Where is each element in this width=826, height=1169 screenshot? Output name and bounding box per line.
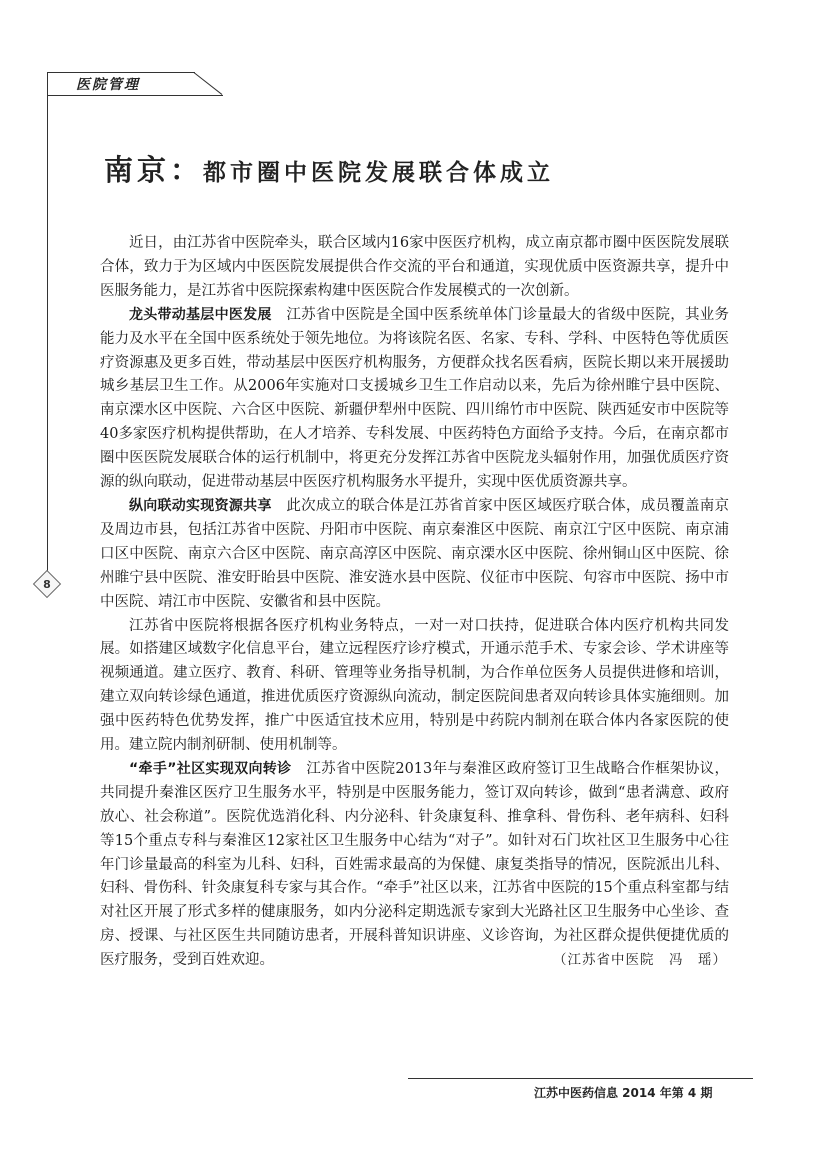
page-number-badge [33,570,61,598]
journal-footer: 江苏中医药信息 2014 年第 4 期 [534,1086,713,1100]
title-city: 南京： [104,153,204,187]
margin-rule [47,72,48,577]
paragraph-1 [100,232,729,304]
section-label: 医院管理 [76,77,140,93]
paragraph-text: 江苏省中医院将根据各医疗机构业务特点，一对一对口扶持，促进联合体内医疗机构共同发展。如搭建区域数字化信息平台，建立远程医疗诊疗模式，开通示范手术、专家会诊、学术讲座等视频通道。建立医疗、教育、科研、管理等业务指导机制，为合作单位医务人员提供进修和培训，建立双向转诊绿色通道，推进优质医疗资源纵向流动，制定医院间患者双向转诊具体实施细则。加强中医药特色优势发挥，推广中医适宜技术应用，特别是中药院内制剂在联合体内各家医院的使用。建立院内制剂研制、使用机制等。 [100,617,729,754]
paragraph-text: 近日，由江苏省中医院牵头，联合区域内16家中医医疗机构，成立南京都市圈中医医院发展联合体，致力于为区域内中医医院发展提供合作交流的平台和通道，实现优质中医资源共享，提升中医服务能力，是江苏省中医院探索构建中医医院合作发展模式的一次创新。 [100,235,729,299]
footer-rule [408,1078,753,1079]
paragraph-heading: “牵手”社区实现双向转诊 [129,760,292,777]
paragraph-heading: 纵向联动实现资源共享 [129,497,272,514]
page-number: 8 [43,577,51,591]
paragraph-text: 此次成立的联合体是江苏省首家中医区域医疗联合体，成员覆盖南京及周边市县，包括江苏省中医院、丹阳市中医院、南京秦淮区中医院、南京江宁区中医院、南京浦口区中医院、南京六合区中医院、南京高淳区中医院、南京溧水区中医院、徐州铜山区中医院、徐州睢宁县中医院、淮安盱眙县中医院、淮安涟水县中医院、仪征市中医院、句容市中医院、扬中市中医院、靖江市中医院、安徽省和县中医院。 [100,497,730,610]
header-frame-top [47,72,195,73]
paragraph-2 [100,304,729,495]
paragraph-text: 江苏省中医院是全国中医系统单体门诊量最大的省级中医院，其业务能力及水平在全国中医系统处于领先地位。为将该院名医、名家、专科、学科、中医特色等优质医疗资源惠及更多百姓，带动基层中医医疗机构服务，方便群众找名医看病，医院长期以来开展援助城乡基层卫生工作。从2006年实施对口支援城乡卫生工作启动以来，先后为徐州睢宁县中医院、南京溧水区中医院、六合区中医院、新疆伊犁州中医院、四川绵竹市中医院、陕西延安市中医院等40多家医疗机构提供帮助，在人才培养、专科发展、中医药特色方面给予支持。今后，在南京都市圈中医医院发展联合体的运行机制中，将更充分发挥江苏省中医院龙头辐射作用，加强优质医疗资源的纵向联动，促进带动基层中医医疗机构服务水平提升，实现中医优质资源共享。 [100,306,730,491]
author-signature: （江苏省中医院 冯 瑶） [553,952,727,969]
paragraph-heading: 龙头带动基层中医发展 [129,306,272,323]
paragraph-text: 江苏省中医院2013年与秦淮区政府签订卫生战略合作框架协议，共同提升秦淮区医疗卫生服务水平，特别是中医服务能力，签订双向转诊，做到“患者满意、政府放心、社会称道”。医院优选消化科、内分泌科、针灸康复科、推拿科、骨伤科、老年病科、妇科等15个重点专科与秦淮区12家社区卫生服务中心结为“对子”。如针对石门坎社区卫生服务中心往年门诊量最高的科室为儿科、妇科，百姓需求最高的为保健、康复类指导的情况，医院派出儿科、妇科、骨伤科、针灸康复科专家与其合作。“牵手”社区以来，江苏省中医院的15个重点科室都与结对社区开展了形式多样的健康服务，如内分泌科定期选派专家到大光路社区卫生服务中心坐诊、查房、授课、与社区医生共同随访患者，开展科普知识讲座、义诊咨询，为社区群众提供便捷优质的医疗服务，受到百姓欢迎。 [100,760,730,969]
title-rest: 都市圈中医院发展联合体成立 [203,160,555,186]
paragraph-4 [100,615,729,758]
paragraph-3 [100,495,729,615]
article-title [104,148,554,189]
article-body [100,232,729,973]
paragraph-5 [100,758,729,973]
header-frame-bottom [47,95,223,96]
header-frame-slant [193,72,222,95]
